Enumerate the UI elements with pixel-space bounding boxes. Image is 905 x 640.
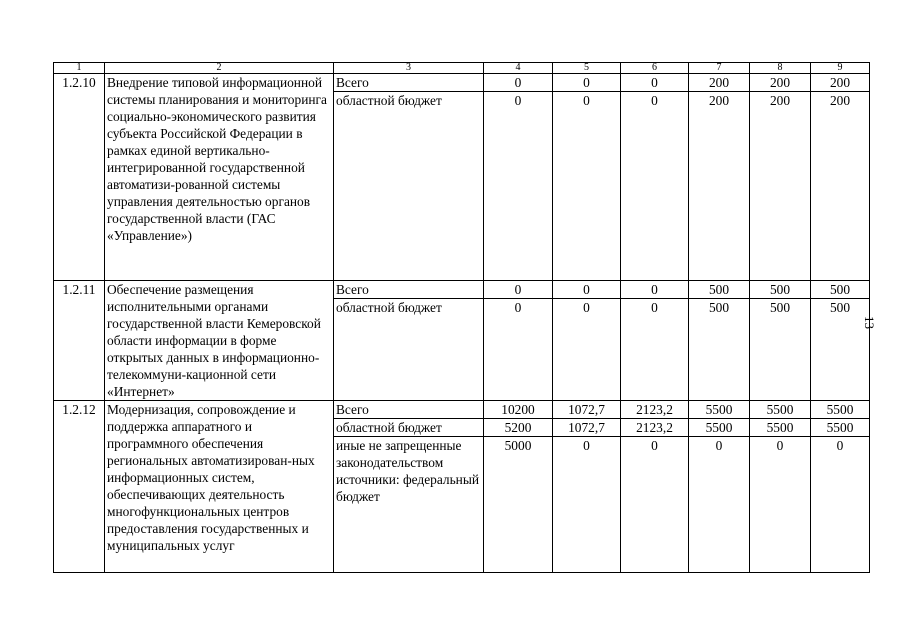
value-cell: 200 bbox=[811, 74, 870, 92]
column-number: 2 bbox=[105, 63, 334, 74]
item-name: Внедрение типовой информационной системы планирования и мониторинга социально-экономического развития субъекта Российской Федерации в рамках единой вертикально-интегрированной государственной автоматизи-рованной системы управления деятельностью органов государственной власти (ГАС «Управление») bbox=[105, 74, 334, 281]
table-row bbox=[54, 281, 870, 299]
value-cell: 0 bbox=[484, 92, 553, 281]
table-row bbox=[54, 401, 870, 419]
page-number: 13 bbox=[862, 316, 877, 329]
value-cell: 10200 bbox=[484, 401, 553, 419]
column-number: 7 bbox=[689, 63, 750, 74]
value-cell: 200 bbox=[689, 74, 750, 92]
value-cell: 0 bbox=[621, 281, 689, 299]
funding-source: Всего bbox=[334, 281, 484, 299]
column-number: 1 bbox=[54, 63, 105, 74]
value-cell: 5500 bbox=[689, 419, 750, 437]
value-cell: 500 bbox=[750, 281, 811, 299]
value-cell: 5200 bbox=[484, 419, 553, 437]
funding-source: областной бюджет bbox=[334, 92, 484, 281]
item-code: 1.2.10 bbox=[54, 74, 105, 281]
value-cell: 500 bbox=[689, 281, 750, 299]
value-cell: 0 bbox=[689, 437, 750, 573]
value-cell: 0 bbox=[553, 92, 621, 281]
value-cell: 5500 bbox=[811, 419, 870, 437]
value-cell: 1072,7 bbox=[553, 401, 621, 419]
value-cell: 500 bbox=[689, 299, 750, 401]
value-cell: 5500 bbox=[750, 401, 811, 419]
item-code: 1.2.11 bbox=[54, 281, 105, 401]
value-cell: 5500 bbox=[811, 401, 870, 419]
value-cell: 0 bbox=[553, 74, 621, 92]
funding-source: областной бюджет bbox=[334, 299, 484, 401]
value-cell: 200 bbox=[811, 92, 870, 281]
item-name: Модернизация, сопровождение и поддержка аппаратного и программного обеспечения региональных автоматизирован-ных информационных систем, обеспечивающих деятельность многофункциональных центров предоставления государственных и муниципальных услуг bbox=[105, 401, 334, 573]
funding-source: Всего bbox=[334, 401, 484, 419]
item-code: 1.2.12 bbox=[54, 401, 105, 573]
column-number: 8 bbox=[750, 63, 811, 74]
value-cell: 500 bbox=[750, 299, 811, 401]
value-cell: 1072,7 bbox=[553, 419, 621, 437]
value-cell: 5000 bbox=[484, 437, 553, 573]
column-number: 5 bbox=[553, 63, 621, 74]
value-cell: 200 bbox=[689, 92, 750, 281]
value-cell: 0 bbox=[484, 299, 553, 401]
column-number: 4 bbox=[484, 63, 553, 74]
table-row bbox=[54, 74, 870, 92]
column-number: 6 bbox=[621, 63, 689, 74]
value-cell: 0 bbox=[484, 74, 553, 92]
value-cell: 0 bbox=[553, 281, 621, 299]
funding-source: Всего bbox=[334, 74, 484, 92]
value-cell: 0 bbox=[553, 299, 621, 401]
budget-table bbox=[53, 62, 870, 573]
value-cell: 0 bbox=[750, 437, 811, 573]
value-cell: 0 bbox=[621, 92, 689, 281]
value-cell: 0 bbox=[621, 74, 689, 92]
column-number: 9 bbox=[811, 63, 870, 74]
value-cell: 5500 bbox=[689, 401, 750, 419]
value-cell: 0 bbox=[811, 437, 870, 573]
value-cell: 0 bbox=[484, 281, 553, 299]
value-cell: 2123,2 bbox=[621, 401, 689, 419]
value-cell: 500 bbox=[811, 281, 870, 299]
value-cell: 5500 bbox=[750, 419, 811, 437]
column-number-row bbox=[54, 63, 870, 74]
funding-source: иные не запрещенные законодательством источники: федеральный бюджет bbox=[334, 437, 484, 573]
item-name: Обеспечение размещения исполнительными органами государственной власти Кемеровской области информации в форме открытых данных в информационно-телекоммуни-кационной сети «Интернет» bbox=[105, 281, 334, 401]
value-cell: 200 bbox=[750, 92, 811, 281]
value-cell: 0 bbox=[621, 437, 689, 573]
column-number: 3 bbox=[334, 63, 484, 74]
value-cell: 200 bbox=[750, 74, 811, 92]
value-cell: 500 bbox=[811, 299, 870, 401]
funding-source: областной бюджет bbox=[334, 419, 484, 437]
value-cell: 0 bbox=[553, 437, 621, 573]
value-cell: 0 bbox=[621, 299, 689, 401]
value-cell: 2123,2 bbox=[621, 419, 689, 437]
